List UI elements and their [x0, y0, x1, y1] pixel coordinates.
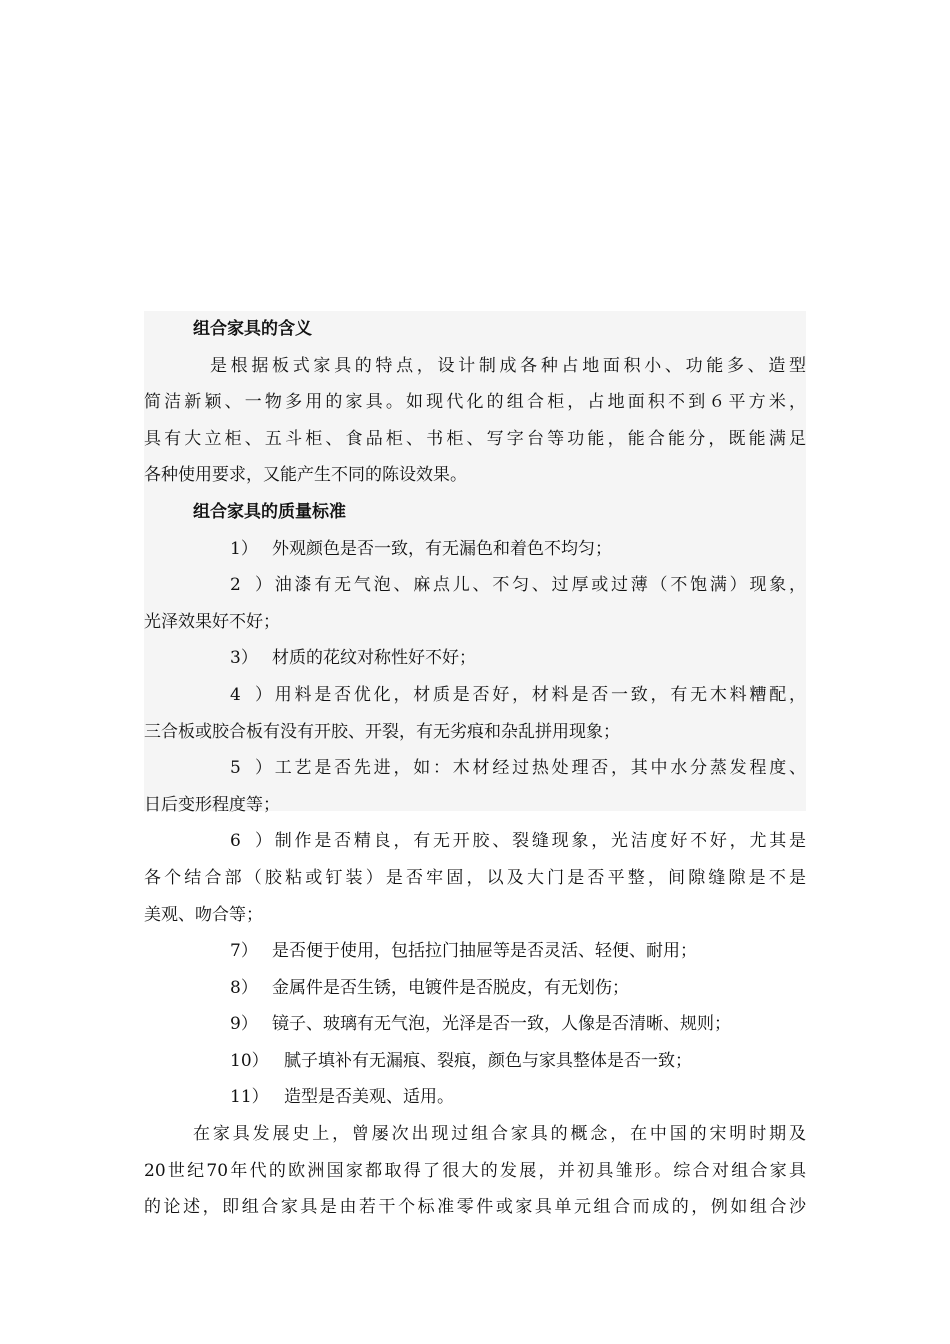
section-heading-quality: 组合家具的质量标准: [193, 501, 346, 522]
list-item: [144, 750, 806, 787]
list-text: 用料是否优化，材质是否好，材料是否一致，有无木料糟配，: [272, 684, 806, 705]
list-text: 金属件是否生锈，电镀件是否脱皮，有无划伤；: [272, 977, 629, 998]
list-text: 造型是否美观、适用。: [284, 1087, 454, 1108]
list-text: 是否便于使用，包括拉门抽屉等是否灵活、轻便、耐用；: [272, 941, 697, 962]
list-item: [144, 1006, 806, 1043]
list-number: 4）: [230, 684, 272, 705]
list-text: 油漆有无气泡、麻点儿、不匀、过厚或过薄（不饱满）现象，: [272, 575, 806, 596]
list-number: 11）: [230, 1087, 269, 1108]
section-heading-definition: 组合家具的含义: [193, 319, 312, 339]
paragraph-line: 是根据板式家具的特点，设计制成各种占地面积小、功能多、造型: [210, 355, 806, 376]
list-text: 外观颜色是否一致，有无漏色和着色不均匀；: [272, 538, 612, 559]
paragraph-line: 的论述，即组合家具是由若干个标准零件或家具单元组合而成的，例如组合沙: [144, 1197, 806, 1218]
list-item: [144, 567, 806, 604]
list-text: 材质的花纹对称性好不好；: [272, 648, 476, 669]
list-text: 工艺是否先进，如：木材经过热处理否，其中水分蒸发程度、: [272, 758, 806, 779]
list-number: 6）: [230, 831, 272, 852]
list-text: 制作是否精良，有无开胶、裂缝现象，光洁度好不好，尤其是: [272, 831, 806, 852]
list-item: [144, 970, 806, 1007]
list-number: 9）: [230, 1014, 258, 1035]
list-text: 腻子填补有无漏痕、裂痕，颜色与家具整体是否一致；: [284, 1050, 692, 1071]
list-number: 1）: [230, 538, 258, 559]
list-number: 10）: [230, 1050, 269, 1071]
paragraph-line: 具有大立柜、五斗柜、食品柜、书柜、写字台等功能，能合能分，既能满足: [144, 428, 806, 449]
list-text: 镜子、玻璃有无气泡，光泽是否一致，人像是否清晰、规则；: [272, 1014, 731, 1035]
list-item-continuation: 三合板或胶合板有没有开胶、开裂，有无劣痕和杂乱拼用现象；: [144, 721, 620, 742]
list-item: [144, 677, 806, 714]
list-item: [144, 640, 806, 677]
list-item-continuation: 日后变形程度等；: [144, 794, 280, 815]
list-item: [144, 1043, 806, 1080]
list-number: 3）: [230, 648, 258, 669]
list-number: 8）: [230, 977, 258, 998]
list-item: [144, 531, 806, 568]
paragraph-line: 各种使用要求，又能产生不同的陈设效果。: [144, 465, 467, 486]
list-number: 7）: [230, 941, 258, 962]
paragraph-line: 简洁新颖、一物多用的家具。如现代化的组合柜，占地面积不到６平方米，: [144, 392, 806, 413]
list-number: 2）: [230, 575, 272, 596]
paragraph-line: 20世纪70年代的欧洲国家都取得了很大的发展，并初具雏形。综合对组合家具: [144, 1160, 806, 1181]
list-item: [144, 1079, 806, 1116]
list-item: [144, 933, 806, 970]
paragraph-line: 在家具发展史上，曾屡次出现过组合家具的概念，在中国的宋明时期及: [193, 1124, 806, 1145]
list-item: [144, 823, 806, 860]
document-body: [144, 311, 806, 1226]
list-item-continuation: 美观、吻合等；: [144, 904, 263, 925]
list-item-continuation: 各个结合部（胶粘或钉装）是否牢固，以及大门是否平整，间隙缝隙是不是: [144, 867, 806, 888]
list-number: 5）: [230, 758, 272, 779]
list-item-continuation: 光泽效果好不好；: [144, 611, 280, 632]
